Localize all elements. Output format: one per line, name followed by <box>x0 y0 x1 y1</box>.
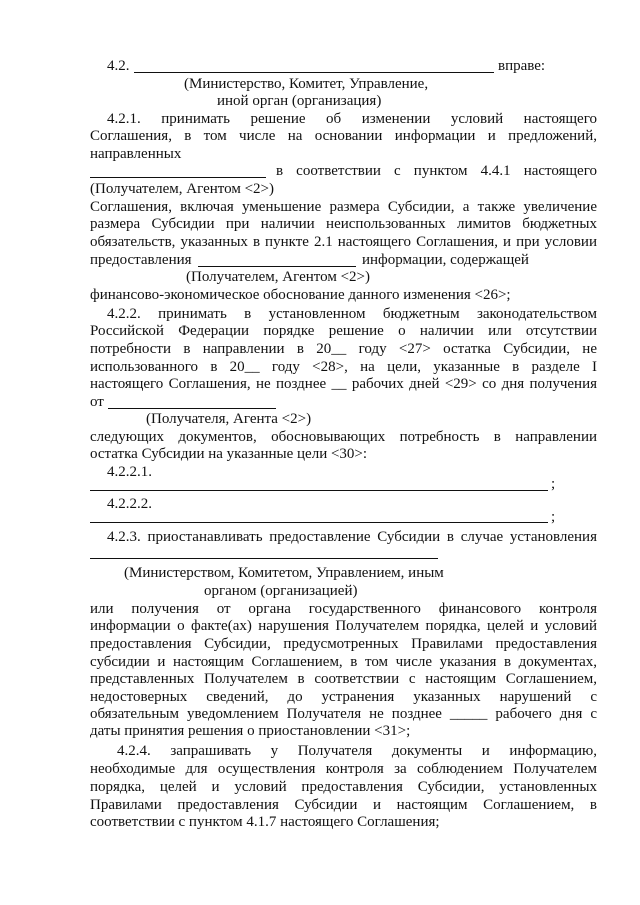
clause-4-2-2-line: следующих документов, обосновывающих потребность в направлении <box>90 429 597 445</box>
clause-4-2-1-line: Соглашения, в том числе на основании информации и предложений, <box>90 128 597 144</box>
clause-4-2-1-line: финансово-экономическое обоснование данного изменения <26>; <box>90 287 511 303</box>
semicolon: ; <box>551 509 556 525</box>
clause-4-2-1-line: 4.2.1. принимать решение об изменении условий настоящего <box>107 111 597 127</box>
clause-4-2-3-line: представленных Получателем в соответствии с настоящим Соглашением, <box>90 671 597 687</box>
clause-4-2-4-line: необходимые для осуществления контроля за соблюдением Получателем <box>90 761 597 777</box>
clause-4-2-4-line: порядка, целей и условий предоставления Субсидии, установленных <box>90 779 597 795</box>
sender-caption: (Получателя, Агента <2>) <box>146 411 312 427</box>
authority-caption-2-line-2: органом (организацией) <box>204 583 358 599</box>
authority-caption-2-line-1: (Министерством, Комитетом, Управлением, иным <box>124 565 444 581</box>
clause-4-2-number: 4.2. <box>107 58 130 74</box>
clause-4-2-3-line: обязательным уведомлением Получателя не позднее _____ рабочего дня с <box>90 706 597 722</box>
clause-4-2-2-line: остатка Субсидии на указанные цели <30>: <box>90 446 368 462</box>
clause-4-2-3-line: предоставления Субсидии, предусмотренных Правилами предоставления <box>90 636 597 652</box>
clause-4-2-2-line: потребности в направлении в 20__ году <27> остатка Субсидии, не <box>90 341 597 357</box>
clause-4-2-1-line: предоставления <box>90 252 192 268</box>
clause-4-2-1-line: в соответствии с пунктом 4.4.1 настоящего <box>276 163 597 179</box>
clause-4-2-2-line: использованного в 20__ году <28>, на цели, указанные в разделе I <box>90 359 597 375</box>
clause-4-2-2-line: настоящего Соглашения, не позднее __ рабочих дней <29> со дня получения <box>90 376 597 392</box>
clause-4-2-1-line: Соглашения, включая уменьшение размера Субсидии, а также увеличение <box>90 199 597 215</box>
clause-4-2-2-line: 4.2.2. принимать в установленном бюджетным законодательством <box>107 306 597 322</box>
clause-4-2-1-line: обязательств, указанных в пункте 2.1 настоящего Соглашения, и при условии <box>90 234 597 250</box>
recipient-caption: (Получателем, Агентом <2>) <box>90 181 274 197</box>
authority-caption-line-1: (Министерство, Комитет, Управление, <box>184 76 429 92</box>
clause-4-2-4-line: соответствии с пунктом 4.1.7 настоящего Соглашения; <box>90 814 440 830</box>
clause-4-2-4-line: Правилами предоставления Субсидии и настоящим Соглашением, в <box>90 797 597 813</box>
authority-caption-line-2: иной орган (организация) <box>217 93 382 109</box>
provider-caption: (Получателем, Агентом <2>) <box>186 269 370 285</box>
clause-4-2-1-line: размера Субсидии при наличии неиспользованных лимитов бюджетных <box>90 216 597 232</box>
document-blank-line-2 <box>90 522 548 523</box>
clause-4-2-1-line: информации, содержащей <box>362 252 529 268</box>
clause-4-2-3-line: или получения от органа государственного финансового контроля <box>90 601 597 617</box>
clause-4-2-3-line: недостоверных сведений, до устранения указанных нарушений с <box>90 689 597 705</box>
clause-4-2-2-line: Российской Федерации порядке решение о наличии или отсутствии <box>90 323 597 339</box>
semicolon: ; <box>551 476 556 492</box>
authority-blank-line-2 <box>90 558 438 559</box>
clause-4-2-right-text: вправе: <box>498 58 546 74</box>
clause-4-2-2-from: от <box>90 394 104 410</box>
clause-4-2-4-line: 4.2.4. запрашивать у Получателя документы и информацию, <box>117 743 597 759</box>
clause-4-2-3-line: даты принятия решения о приостановлении <31>; <box>90 723 411 739</box>
sub-item-4-2-2-2: 4.2.2.2. <box>107 496 152 512</box>
clause-4-2-3-line: информации о факте(ах) нарушения Получателем порядка, целей и условий <box>90 618 597 634</box>
authority-blank-line <box>134 72 494 73</box>
recipient-blank-line <box>90 177 266 178</box>
document-blank-line-1 <box>90 490 548 491</box>
clause-4-2-3-line: 4.2.3. приостанавливать предоставление Субсидии в случае установления <box>107 529 597 545</box>
sub-item-4-2-2-1: 4.2.2.1. <box>107 464 152 480</box>
provider-blank-line <box>198 266 356 267</box>
sender-blank-line <box>108 408 276 409</box>
clause-4-2-3-line: субсидии и настоящим Соглашением, в том числе указания в документах, <box>90 654 597 670</box>
clause-4-2-1-line: направленных <box>90 146 182 162</box>
